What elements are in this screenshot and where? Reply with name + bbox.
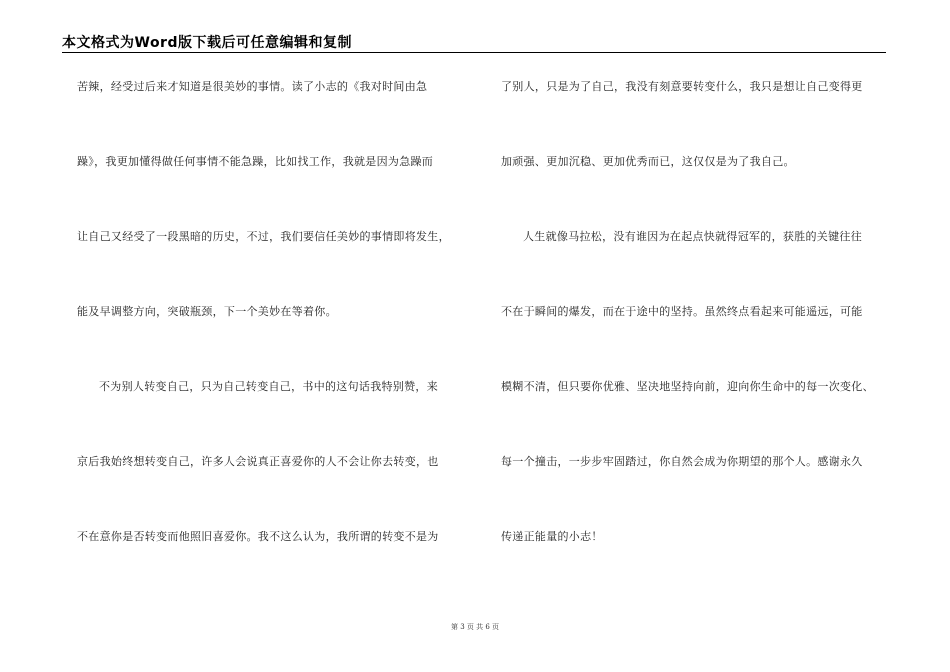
text-line: 了别人，只是为了自己，我没有刻意要转变什么，我只是想让自己变得更 — [501, 80, 863, 93]
page-number-footer: 第 3 页 共 6 页 — [450, 623, 500, 631]
text-line: 苦辣，经受过后来才知道是很美妙的事情。读了小志的《我对时间由急 — [77, 80, 428, 93]
paragraph-first-line: 不为别人转变自己，只为自己转变自己，书中的这句话我特别赞，来 — [99, 380, 438, 393]
text-line: 让自己又经受了一段黑暗的历史，不过，我们要信任美妙的事情即将发生， — [77, 230, 450, 243]
paragraph-first-line: 人生就像马拉松，没有谁因为在起点快就得冠军的，获胜的关键往往 — [523, 230, 862, 243]
text-line: 京后我始终想转变自己，许多人会说真正喜爱你的人不会让你去转变，也 — [77, 455, 439, 468]
document-header-title: 本文格式为Word版下载后可任意编辑和复制 — [62, 35, 352, 51]
text-line: 每一个撞击，一步步牢固踏过，你自然会成为你期望的那个人。感谢永久 — [501, 455, 863, 468]
right-text-column — [501, 79, 891, 604]
text-line: 加顽强、更加沉稳、更加优秀而已，这仅仅是为了我自己。 — [501, 155, 795, 168]
text-line: 不在于瞬间的爆发，而在于途中的坚持。虽然终点看起来可能遥远，可能 — [501, 305, 863, 318]
text-line: 躁》，我更加懂得做任何事情不能急躁，比如找工作，我就是因为急躁而 — [77, 155, 434, 168]
text-line: 能及早调整方向，突破瓶颈，下一个美妙在等着你。 — [77, 305, 337, 318]
text-line: 模糊不清，但只要你优雅、坚决地坚持向前，迎向你生命中的每一次变化、 — [501, 380, 874, 393]
left-text-column — [77, 79, 467, 604]
header-divider — [62, 52, 886, 53]
text-line: 不在意你是否转变而他照旧喜爱你。我不这么认为，我所谓的转变不是为 — [77, 530, 439, 543]
text-line: 传递正能量的小志！ — [501, 530, 603, 543]
